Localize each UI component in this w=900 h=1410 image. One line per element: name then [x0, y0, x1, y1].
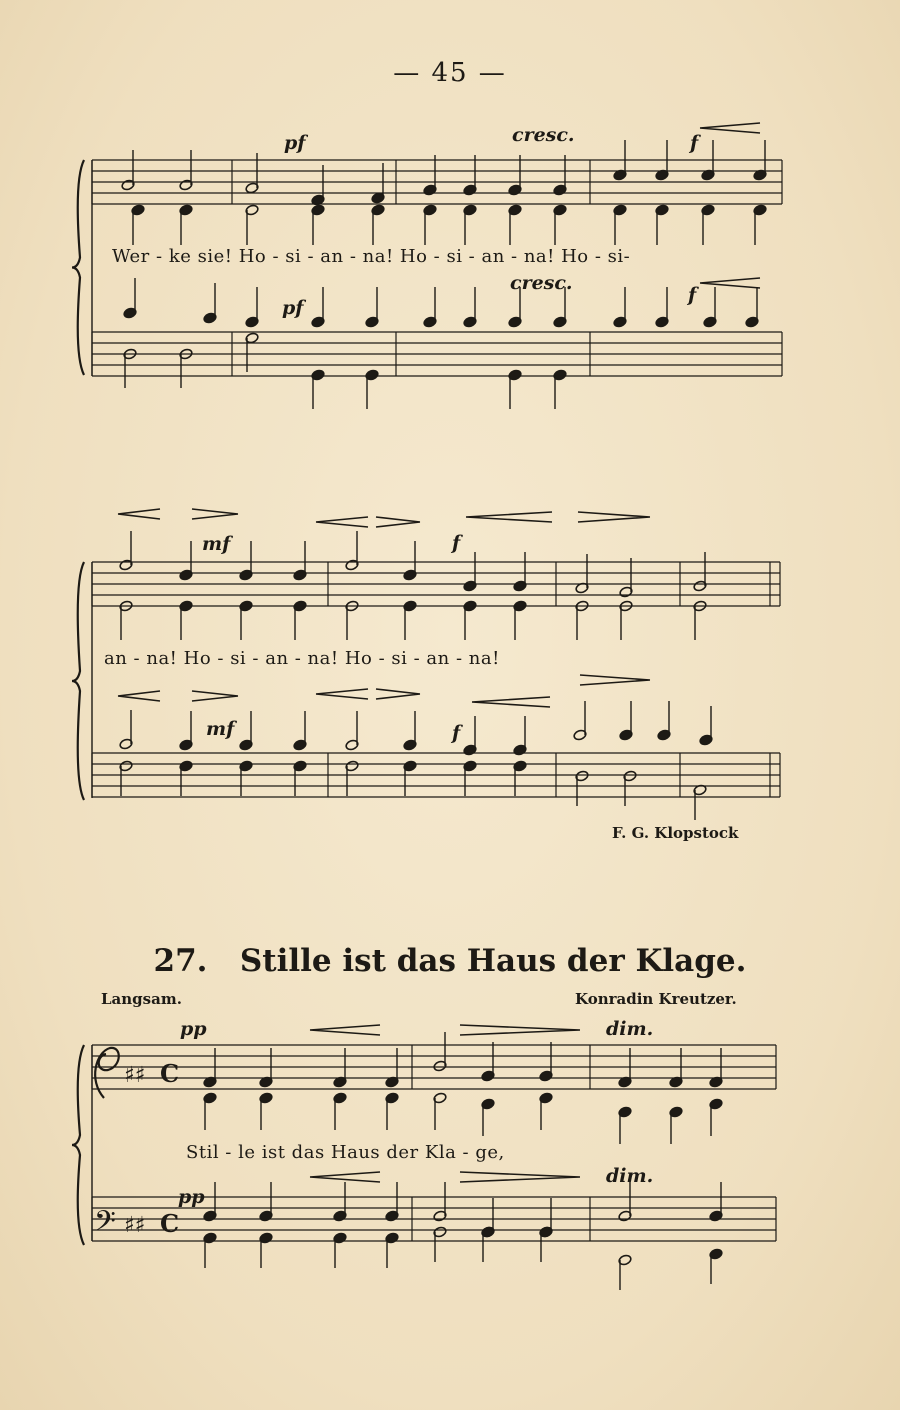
decrescendo-hairpin: [192, 509, 238, 519]
crescendo-hairpin: [472, 697, 550, 707]
decrescendo-hairpin: [376, 517, 420, 527]
crescendo-hairpin: [700, 278, 760, 288]
crescendo-hairpin: [316, 689, 368, 699]
system-brace: [72, 160, 84, 375]
dynamic-dim-bass: dim.: [606, 1165, 654, 1187]
decrescendo-hairpin: [460, 1025, 580, 1035]
time-signature: C: [160, 1059, 180, 1088]
lyric-line-2: an - na! Ho - si - an - na! Ho - si - an - na!: [104, 648, 500, 669]
crescendo-hairpin: [316, 517, 368, 527]
page-number: — 45 —: [393, 58, 507, 88]
lyric-line-3: Stil - le ist das Haus der Kla - ge,: [186, 1142, 505, 1163]
dynamic-mf: mf: [202, 533, 231, 555]
key-signature: ♯♯: [124, 1063, 146, 1088]
dynamic-f-2: f: [452, 532, 461, 554]
dynamic-pf-bass: pf: [282, 297, 304, 319]
treble-clef: [95, 1048, 119, 1098]
decrescendo-hairpin: [578, 512, 650, 522]
dynamic-cresc-bass: cresc.: [510, 272, 573, 294]
dynamic-f-bass-2: f: [452, 722, 461, 744]
decrescendo-hairpin: [460, 1172, 580, 1182]
system-brace: [72, 1045, 84, 1245]
system-brace: [72, 562, 84, 800]
dynamic-f-bass: f: [688, 284, 697, 306]
crescendo-hairpin: [310, 1025, 380, 1035]
time-signature-bass: C: [160, 1209, 180, 1238]
key-signature-bass: ♯♯: [124, 1213, 146, 1238]
crescendo-hairpin: [118, 691, 160, 701]
crescendo-hairpin: [466, 512, 552, 522]
song-title: 27. Stille ist das Haus der Klage.: [153, 943, 747, 979]
decrescendo-hairpin: [580, 675, 650, 685]
composer: Konradin Kreutzer.: [575, 990, 737, 1008]
dynamic-cresc: cresc.: [512, 124, 575, 146]
bass-clef: 𝄢: [94, 1205, 116, 1245]
lyric-line-1: Wer - ke sie! Ho - si - an - na! Ho - si - an - na! Ho - si-: [112, 246, 631, 267]
crescendo-hairpin: [700, 123, 760, 133]
crescendo-hairpin: [310, 1172, 380, 1182]
dynamic-f: f: [690, 132, 699, 154]
dynamic-pp: pp: [180, 1018, 207, 1040]
dynamic-pf: pf: [284, 132, 306, 154]
decrescendo-hairpin: [376, 689, 420, 699]
decrescendo-hairpin: [192, 691, 238, 701]
tempo-marking: Langsam.: [101, 990, 182, 1008]
dynamic-dim: dim.: [606, 1018, 654, 1040]
dynamic-mf-bass: mf: [206, 718, 235, 740]
previous-song-author: F. G. Klopstock: [612, 824, 739, 842]
dynamic-pp-bass: pp: [178, 1186, 205, 1208]
crescendo-hairpin: [118, 509, 160, 519]
